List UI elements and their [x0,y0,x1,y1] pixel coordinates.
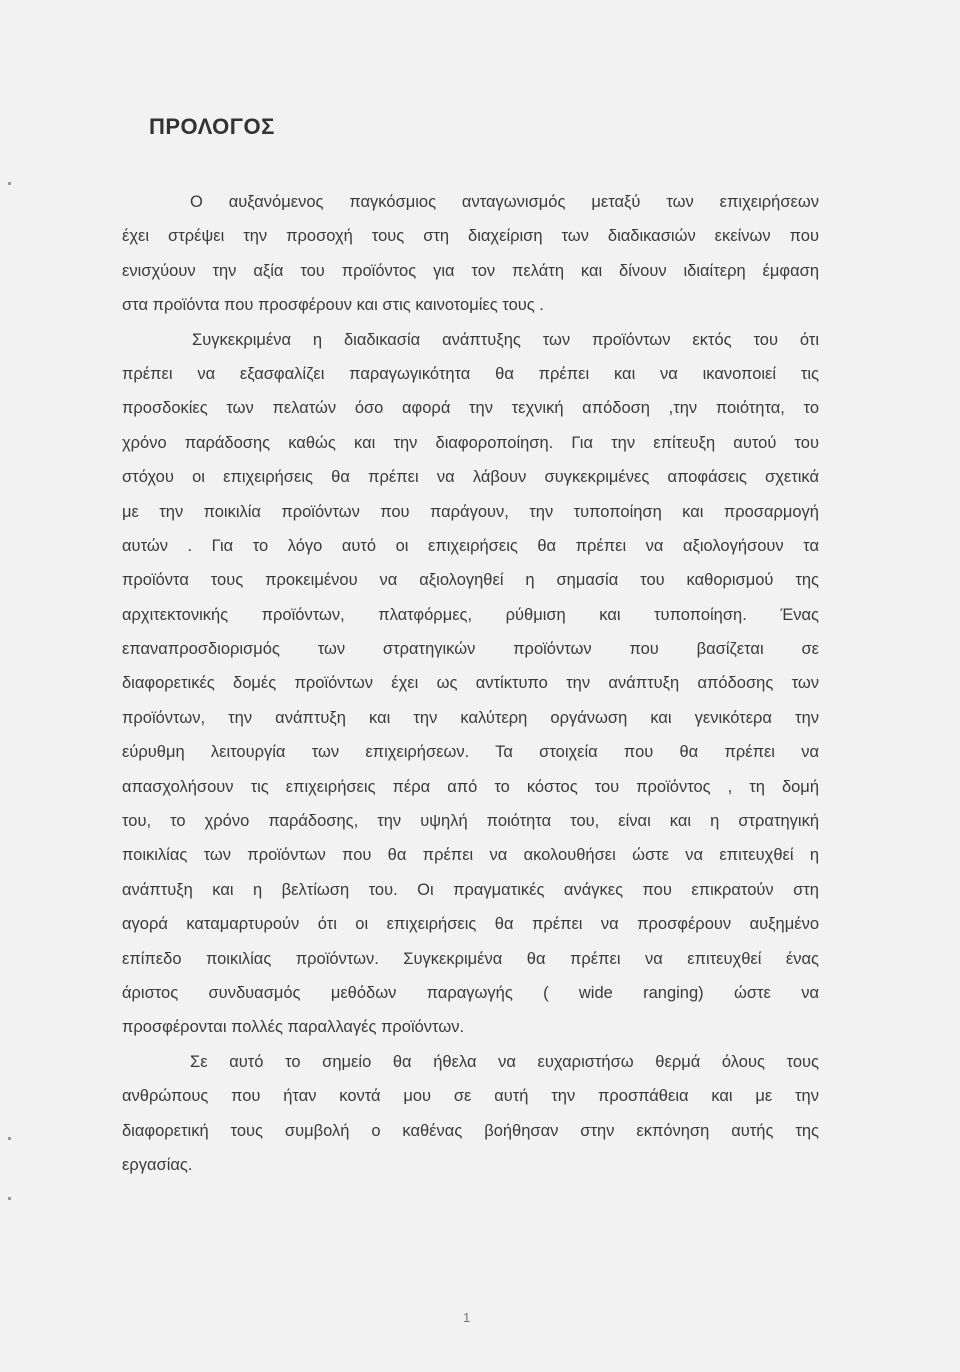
text-line: εύρυθμη λειτουργία των επιχειρήσεων. Τα στοιχεία που θα πρέπει να [122,743,819,762]
text-line: προϊόντων, την ανάπτυξη και την καλύτερη οργάνωση και γενικότερα την [122,708,819,727]
text-line: χρόνο παράδοσης καθώς και την διαφοροποίηση. Για την επίτευξη αυτού του [122,433,819,452]
text-line: διαφορετικές δομές προϊόντων έχει ως αντίκτυπο την ανάπτυξη απόδοσης των [122,674,819,693]
text-line: έχει στρέψει την προσοχή τους στη διαχείριση των διαδικασιών εκείνων που [122,227,819,246]
preface-body [122,185,819,1182]
text-line: διαφορετική τους συμβολή ο καθένας βοήθησαν στην εκπόνηση αυτής της [122,1121,819,1140]
text-line: προϊόντα τους προκειμένου να αξιολογηθεί η σημασία του καθορισμού της [122,571,819,590]
text-line: με την ποικιλία προϊόντων που παράγουν, την τυποποίηση και προσαρμογή [122,502,819,521]
text-line: άριστος συνδυασμός μεθόδων παραγωγής ( wide ranging) ώστε να [122,983,819,1002]
margin-mark [8,1137,11,1140]
text-line: Συγκεκριμένα η διαδικασία ανάπτυξης των προϊόντων εκτός του ότι [192,330,819,349]
text-line: Σε αυτό το σημείο θα ήθελα να ευχαριστήσω θερμά όλους τους [190,1052,819,1071]
page-number: 1 [463,1310,471,1325]
text-line: εργασίας. [122,1155,193,1174]
text-line: επίπεδο ποικιλίας προϊόντων. Συγκεκριμένα θα πρέπει να επιτευχθεί ένας [122,949,819,968]
text-line: ενισχύουν την αξία του προϊόντος για τον πελάτη και δίνουν ιδιαίτερη έμφαση [122,261,819,280]
page-title: ΠΡΟΛΟΓΟΣ [149,114,275,139]
text-line: του, το χρόνο παράδοσης, την υψηλή ποιότητα του, είναι και η στρατηγική [122,812,819,831]
text-line: ανάπτυξη και η βελτίωση του. Οι πραγματικές ανάγκες που επικρατούν στη [122,880,819,899]
text-line: προσδοκίες των πελατών όσο αφορά την τεχνική απόδοση ,την ποιότητα, το [122,399,819,418]
text-line: ποικιλίας των προϊόντων που θα πρέπει να ακολουθήσει ώστε να επιτευχθεί η [122,846,819,865]
text-line: προσφέρονται πολλές παραλλαγές προϊόντων. [122,1018,465,1037]
text-line: πρέπει να εξασφαλίζει παραγωγικότητα θα πρέπει και να ικανοποιεί τις [122,364,819,383]
text-line: απασχολήσουν τις επιχειρήσεις πέρα από το κόστος του προϊόντος , τη δομή [122,777,819,796]
text-line: αυτών . Για το λόγο αυτό οι επιχειρήσεις θα πρέπει να αξιολογήσουν τα [122,536,819,555]
margin-mark [8,182,11,185]
text-line: στα προϊόντα που προσφέρουν και στις καινοτομίες τους . [122,296,544,315]
text-line: αγορά καταμαρτυρούν ότι οι επιχειρήσεις θα πρέπει να προσφέρουν αυξημένο [122,915,819,934]
text-line: στόχου οι επιχειρήσεις θα πρέπει να λάβουν συγκεκριμένες αποφάσεις σχετικά [122,468,819,487]
text-line: επαναπροσδιορισμός των στρατηγικών προϊόντων που βασίζεται σε [122,640,819,659]
text-line: Ο αυξανόμενος παγκόσμιος ανταγωνισμός μεταξύ των επιχειρήσεων [190,193,819,211]
text-line: αρχιτεκτονικής προϊόντων, πλατφόρμες, ρύθμιση και τυποποίηση. Ένας [122,605,819,624]
text-line: ανθρώπους που ήταν κοντά μου σε αυτή την προσπάθεια και με την [122,1087,819,1106]
margin-mark [8,1197,11,1200]
